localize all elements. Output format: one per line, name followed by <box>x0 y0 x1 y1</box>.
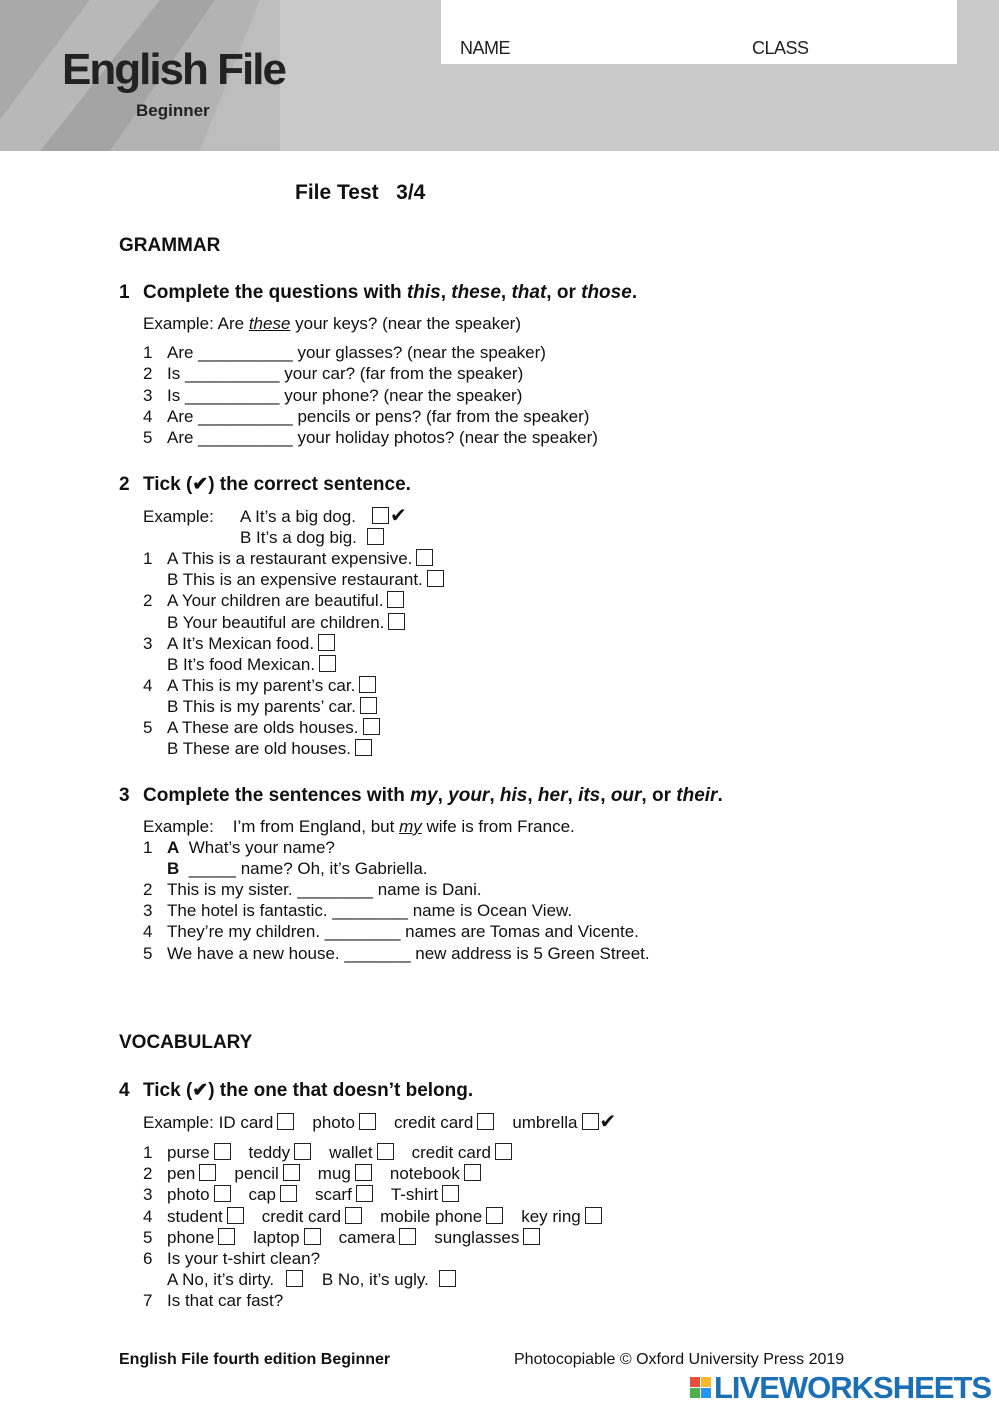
q4-item-word: key ring <box>521 1206 581 1226</box>
q2-item-number: 2 <box>143 591 153 611</box>
q3-item-number: 3 <box>143 901 153 921</box>
q3-speaker-b: B <box>167 859 180 878</box>
q4-item-7-question-text: Is that car fast? <box>167 1291 284 1310</box>
q1-example-segment: Example: Are <box>143 314 249 333</box>
q2-item-option-b <box>167 738 372 759</box>
q2-item-a-text: A This is my parent’s car. <box>167 675 356 695</box>
q3-item-1b-text: _____ name? Oh, it’s Gabriella. <box>188 859 428 878</box>
q4-item-checkbox[interactable] <box>304 1228 321 1245</box>
q1-example-segment: your keys? (near the speaker) <box>290 314 521 333</box>
q2-example-b-checkbox[interactable] <box>367 528 384 545</box>
q2-item-option-a <box>143 590 404 611</box>
q4-item-checkbox[interactable] <box>585 1207 602 1224</box>
q3-example-segment: Example: I’m from England, but <box>143 817 400 836</box>
q2-item-b-checkbox[interactable] <box>388 613 405 630</box>
q4-item-checkbox[interactable] <box>464 1164 481 1181</box>
q3-item <box>143 900 572 921</box>
q3-example-segment: my <box>399 817 422 836</box>
q1-item <box>143 406 589 427</box>
q3-instruction-segment: , <box>600 785 611 806</box>
q2-item-a-checkbox[interactable] <box>318 634 335 651</box>
q3-instruction-segment: their <box>676 785 718 806</box>
q4-item-number: 4 <box>143 1206 153 1226</box>
q1-instruction-segment: , <box>440 282 452 303</box>
q4-item-checkbox[interactable] <box>218 1228 235 1245</box>
q2-item-b-text: B It’s food Mexican. <box>167 654 316 674</box>
q4-item-checkbox[interactable] <box>227 1207 244 1224</box>
q4-item-word: cap <box>248 1185 276 1205</box>
q4-item-word: photo <box>167 1185 210 1205</box>
q1-instruction-segment: . <box>631 282 638 303</box>
q4-item-number: 5 <box>143 1227 153 1247</box>
q2-item-a-text: A These are olds houses. <box>167 718 359 738</box>
q1-instruction-text <box>143 282 637 303</box>
q4-example-word: photo <box>312 1113 355 1132</box>
q1-instruction-segment: Complete the questions with <box>143 282 407 303</box>
q1-item-number: 4 <box>143 406 153 426</box>
q4-item-checkbox[interactable] <box>356 1185 373 1202</box>
q3-instruction-segment: its <box>578 785 601 806</box>
q2-item-option-b <box>167 569 444 590</box>
q4-item-word: wallet <box>329 1143 373 1162</box>
q2-number: 2 <box>119 474 130 495</box>
q4-item-checkbox[interactable] <box>283 1164 300 1181</box>
q3-instruction-segment: , <box>489 785 500 806</box>
q4-example-checkbox[interactable] <box>582 1113 599 1130</box>
q2-example-b <box>240 527 384 548</box>
q2-item-b-checkbox[interactable] <box>355 739 372 756</box>
footer-copyright: Photocopiable © Oxford University Press 2019 <box>514 1351 845 1368</box>
q1-item-text: Is __________ your car? (far from the speaker) <box>167 364 524 384</box>
q4-item-word: phone <box>167 1227 215 1247</box>
q3-item-text: The hotel is fantastic. ________ name is Ocean View. <box>167 901 573 921</box>
vocabulary-heading: VOCABULARY <box>119 1032 253 1053</box>
q2-item-b-text: B Your beautiful are children. <box>167 612 385 632</box>
q1-item <box>143 427 598 448</box>
q4-item-checkbox[interactable] <box>495 1143 512 1160</box>
q2-item-a-text: A It’s Mexican food. <box>167 633 315 653</box>
q4-item-word: credit card <box>411 1143 491 1162</box>
q2-item-a-checkbox[interactable] <box>416 549 433 566</box>
q1-item-text: Are __________ your glasses? (near the speaker) <box>167 343 546 362</box>
liveworksheets-watermark <box>690 1370 991 1406</box>
tick-mark-icon: ✔ <box>599 1111 617 1133</box>
q4-item-number: 3 <box>143 1185 153 1205</box>
q1-item-text: Are __________ your holiday photos? (near the speaker) <box>167 428 598 448</box>
page-title: File Test 3/4 <box>295 181 426 204</box>
q2-example-a <box>143 506 407 527</box>
q3-instruction-segment: , <box>567 785 579 806</box>
q3-instruction-segment: your <box>448 785 490 806</box>
q4-item-word: teddy <box>248 1143 291 1162</box>
q4-item-word: mug <box>317 1164 351 1184</box>
q1-example-segment: these <box>248 314 291 333</box>
q3-item-number: 4 <box>143 922 153 942</box>
q3-item-1b <box>167 858 428 879</box>
q2-item-option-a <box>143 548 433 569</box>
q1-item-text: Are __________ pencils or pens? (far from the speaker) <box>167 406 590 426</box>
q3-item <box>143 943 650 964</box>
q3-instruction-segment: our <box>610 785 642 806</box>
brand-title: English File <box>62 45 285 94</box>
q3-instruction-segment: , <box>527 785 538 806</box>
q1-instruction <box>119 282 637 304</box>
q3-item-number: 2 <box>143 880 153 899</box>
q1-item-number: 3 <box>143 385 153 405</box>
q3-item-text: This is my sister. ________ name is Dani. <box>167 880 482 899</box>
q3-item-number: 5 <box>143 943 153 963</box>
tick-mark-icon: ✔ <box>389 505 407 527</box>
q4-item-checkbox[interactable] <box>214 1143 231 1160</box>
q4-item-checkbox[interactable] <box>486 1207 503 1224</box>
q4-item-word: sunglasses <box>434 1227 520 1247</box>
footer-edition: English File fourth edition Beginner <box>119 1351 391 1368</box>
q3-instruction-segment: , or <box>641 785 677 806</box>
q4-item <box>143 1163 481 1184</box>
q2-item-option-a <box>143 633 335 654</box>
q4-item-6-option-b: B No, it’s ugly. <box>321 1270 429 1289</box>
q1-instruction-segment: , or <box>546 282 582 303</box>
q3-item-1a-text: What’s your name? <box>188 838 335 857</box>
q4-item-number: 1 <box>143 1143 153 1162</box>
q3-instruction-segment: Complete the sentences with <box>143 785 411 806</box>
q2-item-a-text: A This is a restaurant expensive. <box>167 549 413 568</box>
q4-item-word: pen <box>167 1164 196 1184</box>
q2-example-label: Example: <box>143 507 214 526</box>
q1-item <box>143 363 523 384</box>
q1-item-number: 1 <box>143 343 153 362</box>
q3-item <box>143 879 482 900</box>
q2-item-b-text: B This is an expensive restaurant. <box>167 570 423 590</box>
q3-instruction-segment: her <box>537 785 568 806</box>
q4-item-6-options <box>167 1269 456 1290</box>
q4-item <box>143 1142 512 1163</box>
q4-item-7-number: 7 <box>143 1291 153 1310</box>
q4-item <box>143 1227 540 1248</box>
q1-instruction-segment: , <box>500 282 512 303</box>
q1-item-number: 2 <box>143 364 153 384</box>
q3-instruction-segment: my <box>410 785 438 806</box>
q4-item-word: purse <box>167 1143 210 1162</box>
class-label: CLASS <box>752 38 809 58</box>
q4-instruction-text: Tick (✔) the one that doesn’t belong. <box>143 1080 474 1101</box>
q4-example-word: umbrella <box>512 1113 578 1132</box>
q4-item-checkbox[interactable] <box>377 1143 394 1160</box>
q4-example-checkbox[interactable] <box>277 1113 294 1130</box>
q4-item-checkbox[interactable] <box>214 1185 231 1202</box>
q4-item-6-question-text: Is your t-shirt clean? <box>167 1249 321 1268</box>
brand-level: Beginner <box>136 101 210 120</box>
q3-instruction-segment: his <box>499 785 528 806</box>
q2-item-a-checkbox[interactable] <box>359 676 376 693</box>
q3-item-text: We have a new house. _______ new address is 5 Green Street. <box>167 943 650 963</box>
q2-example-a-text: A It’s a big dog. <box>240 507 356 526</box>
q3-instruction-segment: . <box>717 785 723 806</box>
q4-item-6-number: 6 <box>143 1249 153 1268</box>
q3-example-segment: wife is from France. <box>421 817 575 836</box>
q4-item-word: credit card <box>261 1206 342 1226</box>
q4-item-word: camera <box>338 1227 396 1247</box>
q3-item-1a: 1 A What’s your name? <box>143 838 335 857</box>
q1-instruction-segment: those <box>581 282 632 303</box>
q2-item-number: 5 <box>143 718 153 738</box>
q4-item-checkbox[interactable] <box>523 1228 540 1245</box>
q3-speaker-a: A <box>167 838 180 857</box>
q4-item <box>143 1184 459 1205</box>
grammar-heading: GRAMMAR <box>119 235 221 256</box>
q1-instruction-segment: these <box>451 282 501 303</box>
q4-item-word: laptop <box>253 1227 300 1247</box>
q4-item-checkbox[interactable] <box>442 1185 459 1202</box>
q2-instruction-text: Tick (✔) the correct sentence. <box>143 474 411 495</box>
q1-item-text: Is __________ your phone? (near the speaker) <box>167 385 523 405</box>
q3-instruction-text <box>143 785 723 806</box>
q2-item-option-a <box>143 717 380 738</box>
q4-item-word: pencil <box>234 1164 279 1184</box>
q4-item-checkbox[interactable] <box>280 1185 297 1202</box>
q4-item-6-question <box>143 1248 320 1269</box>
q2-item-b-checkbox[interactable] <box>360 697 377 714</box>
q4-item-6-b-checkbox[interactable] <box>439 1270 456 1287</box>
q4-item-word: notebook <box>389 1164 460 1184</box>
q4-item-6-a-checkbox[interactable] <box>286 1270 303 1287</box>
name-label: NAME <box>460 38 511 58</box>
liveworksheets-text: LIVEWORKSHEETS <box>714 1370 992 1405</box>
q4-item-6-option-a: A No, it’s dirty. <box>167 1270 275 1289</box>
q2-example-a-checkbox[interactable] <box>372 507 389 524</box>
q1-item <box>143 385 522 406</box>
q3-number: 3 <box>119 785 130 806</box>
q4-item <box>143 1206 602 1227</box>
q4-item-checkbox[interactable] <box>355 1164 372 1181</box>
q4-example <box>143 1112 616 1133</box>
q2-item-b-text: B These are old houses. <box>167 739 351 759</box>
q4-example-checkbox[interactable] <box>477 1113 494 1130</box>
q1-number: 1 <box>119 282 130 303</box>
liveworksheets-logo-icon <box>690 1377 712 1399</box>
q4-number: 4 <box>119 1080 130 1101</box>
q2-item-b-text: B This is my parents’ car. <box>167 697 356 717</box>
q3-example <box>143 816 575 837</box>
q2-item-option-b <box>167 654 336 675</box>
q2-instruction <box>119 473 411 496</box>
q1-instruction-segment: that <box>511 282 547 303</box>
q4-item-checkbox[interactable] <box>294 1143 311 1160</box>
q1-item-number: 5 <box>143 428 153 448</box>
q4-item-checkbox[interactable] <box>199 1164 216 1181</box>
q2-item-option-b <box>167 612 405 633</box>
q2-item-number: 3 <box>143 633 153 653</box>
q4-example-checkbox[interactable] <box>359 1113 376 1130</box>
q4-item-checkbox[interactable] <box>345 1207 362 1224</box>
q2-item-b-checkbox[interactable] <box>427 570 444 587</box>
q3-item-text: They’re my children. ________ names are Tomas and Vicente. <box>167 922 639 942</box>
q2-item-number: 4 <box>143 675 153 695</box>
q3-item <box>143 921 639 942</box>
q4-item-word: scarf <box>314 1185 352 1205</box>
q4-item-word: T-shirt <box>390 1185 439 1205</box>
q2-item-a-text: A Your children are beautiful. <box>167 591 384 611</box>
q2-item-option-b <box>167 696 377 717</box>
q4-instruction <box>119 1079 473 1102</box>
q3-instruction <box>119 785 723 807</box>
q1-item <box>143 342 546 363</box>
q4-item-7-question <box>143 1290 283 1311</box>
name-class-box <box>441 0 957 64</box>
page-header <box>0 0 999 151</box>
q3-instruction-segment: , <box>437 785 449 806</box>
q2-item-number: 1 <box>143 549 153 568</box>
q2-item-b-checkbox[interactable] <box>319 655 336 672</box>
q4-item-checkbox[interactable] <box>399 1228 416 1245</box>
q2-item-a-checkbox[interactable] <box>363 718 380 735</box>
q4-example-label: Example: <box>143 1113 219 1132</box>
q4-item-word: student <box>167 1206 223 1226</box>
q2-item-option-a <box>143 675 376 696</box>
q4-example-word: ID card <box>218 1113 274 1132</box>
q4-item-number: 2 <box>143 1164 153 1184</box>
q4-example-word: credit card <box>393 1113 474 1132</box>
q1-example <box>143 313 521 334</box>
q1-instruction-segment: this <box>406 282 441 303</box>
q2-example-b-text: B It’s a dog big. <box>240 528 357 547</box>
q4-item-word: mobile phone <box>380 1206 483 1226</box>
q2-item-a-checkbox[interactable] <box>387 591 404 608</box>
